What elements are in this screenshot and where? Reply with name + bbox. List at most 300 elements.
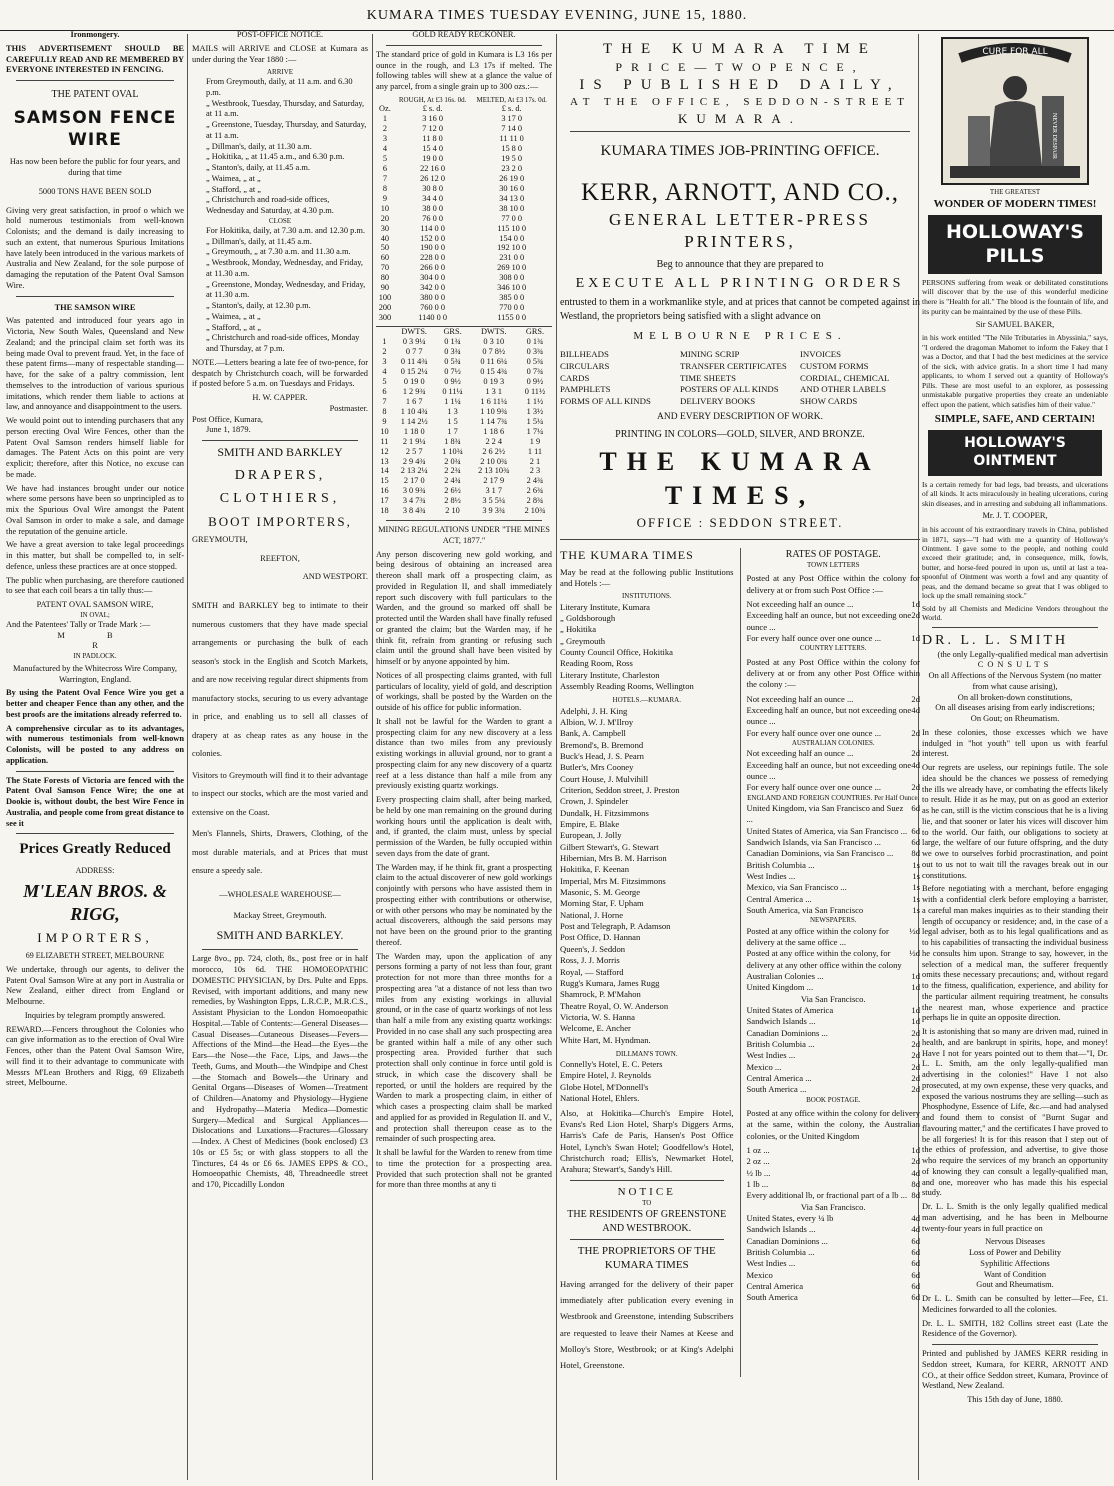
- rate-value: 1d: [911, 1004, 920, 1015]
- list-item: Criterion, Seddon street, J. Preston: [560, 785, 680, 795]
- table-cell: 15 8 0: [501, 143, 523, 153]
- rate-heading: Via San Francisco.: [800, 1201, 866, 1212]
- rate-label: United States, every ¼ lb: [746, 1212, 834, 1223]
- table-row: [376, 253, 552, 263]
- list-item: „ Westbrook, Monday, Wednesday, and Friday, at 11.30 a.m.: [206, 258, 363, 278]
- list-item: Dundalk, H. Fitzsimmons: [560, 807, 649, 818]
- rates-of-postage: [741, 548, 921, 1377]
- table-cell: 4: [382, 366, 387, 376]
- town: AND WESTPORT.: [302, 572, 368, 582]
- rate-row: [747, 1156, 921, 1167]
- list-item: Literary Institute, Kumara: [560, 601, 650, 612]
- kt-price: PRICE—TWOPENCE,: [615, 59, 865, 74]
- table-cell: 0 11 4¾: [400, 356, 428, 366]
- list-item: Post and Telegraph, P. Adamson: [560, 921, 671, 932]
- para: Having arranged for the delivery of their paper immediately after publication every evening in Westbrook and Greenstone, intending Subscribers are requested to leave their Names at Keese and Molloy's Store, Westbrook; or at King's Adelphi Hotel, Greenstone.: [560, 1278, 734, 1371]
- list-item: CUSTOM FORMS: [800, 360, 869, 371]
- table-cell: 2 9 4¾: [402, 456, 426, 466]
- list-item: MINING SCRIP: [680, 349, 740, 360]
- rate-row: [747, 1050, 921, 1061]
- list-item: „ Greenstone, Tuesday, Thursday, and Saturday, at 11 a.m.: [206, 120, 367, 140]
- rate-label: Central America ...: [746, 893, 812, 904]
- table-row: [376, 174, 552, 184]
- rate-label: Mexico, via San Francisco ...: [746, 882, 847, 893]
- list-item: Morning Star, F. Upham: [560, 898, 644, 909]
- mining-title: MINING REGULATIONS UNDER "THE MINES ACT, 1877.": [378, 525, 550, 545]
- rate-value: 2d: [911, 1061, 920, 1072]
- table-row: [376, 293, 552, 303]
- para: Inquiries by telegram promptly answered.: [24, 1010, 166, 1020]
- list-item: Adelphi, J. H. King: [560, 705, 628, 716]
- table-cell: 17: [380, 496, 389, 506]
- table-cell: 38 10 0: [499, 203, 525, 213]
- rate-value: 1s: [912, 904, 920, 915]
- list-item: Theatre Royal, O. W. Anderson: [560, 1000, 669, 1011]
- rate-row: [747, 948, 921, 971]
- table-cell: 34 13 0: [499, 193, 525, 203]
- table-cell: 1 9: [529, 436, 541, 446]
- dwt-table: DWTS. GRS. DWTS. GRS. 1 0 3 9¼ 0 1¾ 0 3 10 0 1¾ 2 0 7 7 0 3¾ 0 7 8½ 0 3¾ 3 0 11 4¾ 0 5¾ 0 11 6¼ 0 5¾ 4 0 15 2¼ 0 7½ 0 15 4¾ 0 7¾ 5 0 19 0 0 9½ 0 19 3 0 9½ 6 1 2 9¾ 0 11¼ 1 3 1 0 11½ 7 1 6 7 1 1¼ 1 6 11¼ 1 1½ 8 1 10 4¾ 1 3 1 10 9¾ 1 3½ 9 1 14 2½ 1 5 1 14 7¾ 1 5¼ 10 1 18 0 1 7 1 18 6 1 7¼ 11 2 1 9¼ 1 8¾ 2 2 4 1 9 12 2 5 7 1 10¾ 2 6 2½ 1 11 13 2 9 4¾ 2 0¾ 2 10 0¾ 2 1 14 2 13 2¼ 2 2¾ 2 13 10¾ 2 3 15 2 17 0 2 4¾ 2 17 9 2 4¾ 16 3 0 9¾ 2 6½ 3 1 7 2 6¾ 17 3 4 7¾ 2 8½ 3 5 5¼ 2 8¾ 18 3 8 4¾ 2 10 3 9 3¾ 2 10¾: [376, 326, 552, 516]
- table-row: [376, 347, 552, 357]
- signature: Postmaster.: [329, 403, 368, 413]
- table-cell: 152 0 0: [420, 233, 446, 243]
- rate-value: 1s: [912, 859, 920, 870]
- table-cell: 0 11¼: [442, 386, 463, 396]
- hotels-kumara: HOTELS.—KUMARA.: [612, 696, 681, 705]
- mackay: Mackay Street, Greymouth.: [233, 911, 327, 921]
- para: The standard price of gold in Kumara is L3 16s per ounce in the rough, and L3 17s if melted. The following tables will shew at a glance the value of any parcel, from a single grain up to 300 ozs.:—: [376, 49, 552, 91]
- column-post-office: [192, 30, 368, 1480]
- list-item: Albion, W. J. M'Ilroy: [560, 716, 634, 727]
- kt-title: THE KUMARA TIME: [603, 41, 877, 57]
- address-label: ADDRESS:: [75, 865, 115, 875]
- table-cell: 1 1¼: [444, 396, 461, 406]
- section-heading: Ironmongery.: [70, 30, 120, 39]
- rate-value: 4d: [911, 1212, 920, 1223]
- table-row: [376, 204, 552, 214]
- rate-row: [747, 860, 921, 871]
- column-rule: [556, 34, 557, 1480]
- table-cell: 23 2 0: [501, 163, 523, 173]
- rate-row: [747, 1028, 921, 1039]
- affection: On all Affections of the Nervous System (no matter from what cause arising),: [928, 671, 1102, 691]
- list-item: Reading Room, Ross: [560, 658, 633, 669]
- samson-heading: SAMSON FENCE WIRE: [13, 107, 177, 150]
- list-item: „ Westbrook, Tuesday, Thursday, and Saturday, at 11 a.m.: [206, 98, 365, 119]
- rate-label: United Kingdom ...: [746, 982, 814, 993]
- list-item: White Hart, M. Hyndman.: [560, 1034, 651, 1045]
- table-cell: 8: [382, 183, 387, 193]
- table-cell: 0 5¾: [526, 356, 544, 366]
- table-cell: 266 0 0: [420, 263, 446, 273]
- list-item: „ Stafford, „ at „: [206, 184, 261, 194]
- rate-label: West Indies ...: [746, 870, 796, 881]
- rate-label: Posted at any office within the colony, for delivery at any other office within the colony: [746, 948, 902, 970]
- notice-text: THIS ADVERTISEMENT SHOULD BE CAREFULLY READ AND RE MEMBERED BY EVERYONE INTERESTED IN FENCING.: [6, 43, 184, 75]
- table-row: [376, 243, 552, 253]
- para: Also, at Hokitika—Church's Empire Hotel, Evans's Red Lion Hotel, Sharp's Diggers Arms, Harris's Cafe de Paris, Hansen's Post Office Hotel, Lynch's Swan Hotel; Goodfellow's Hotel, Christchurch road; Ellis's, Newmarket Hotel, Arahura; Stewart's, Sandy's Hill.: [560, 1107, 734, 1175]
- table-cell: 2 1: [529, 456, 541, 466]
- rate-row: [747, 837, 921, 848]
- list-item: Bremond's, B. Bremond: [560, 739, 644, 750]
- table-cell: 346 10 0: [497, 283, 527, 293]
- rate-label: Exceeding half an ounce, but not exceeding one ounce ...: [746, 704, 912, 727]
- table-row: [376, 357, 552, 367]
- list-item: Post Office, D. Hannan: [560, 932, 641, 943]
- table-cell: 0 11½: [524, 386, 546, 396]
- rate-row: [747, 1179, 921, 1190]
- rate-row: [747, 748, 921, 759]
- para: Posted at any Post Office within the colony for delivery at or from such Post Office :—: [746, 573, 920, 595]
- table-cell: 2 5 7: [405, 446, 423, 456]
- table-cell: 2 13 2¼: [400, 466, 428, 476]
- rate-row: [747, 610, 921, 633]
- table-cell: 770 0 0: [499, 303, 525, 313]
- table-cell: 7: [382, 396, 387, 406]
- rate-label: Not exceeding half an ounce ...: [746, 693, 854, 704]
- para: A comprehensive circular as to its advantages, with numerous testimonials from well-known Colonists, will be posted to any address on application.: [6, 723, 184, 765]
- column-ironmongery: [6, 30, 184, 1480]
- list-item: PAMPHLETS: [560, 384, 611, 395]
- table-cell: 228 0 0: [420, 253, 446, 263]
- list-item: County Council Office, Hokitika: [560, 646, 673, 657]
- rate-heading: NEWSPAPERS.: [809, 916, 857, 925]
- list-item: Loss of Power and Debility: [968, 1248, 1062, 1258]
- rate-value: 8d: [911, 848, 920, 859]
- every-description: AND EVERY DESCRIPTION OF WORK.: [657, 412, 823, 423]
- table-cell: 7 12 0: [422, 124, 443, 134]
- para: Dr L. L. Smith can be consulted by letter—Fee, £1. Medicines forwarded to all the colonies.: [922, 1294, 1108, 1314]
- rough-header: ROUGH, At £3 16s. 0d.: [398, 95, 467, 104]
- rate-row: [747, 705, 921, 728]
- rate-label: For every half ounce over one ounce ...: [746, 633, 882, 643]
- table-cell: 380 0 0: [420, 293, 446, 303]
- rate-label: South America ...: [746, 1084, 807, 1095]
- rate-value: 1d: [911, 1144, 920, 1155]
- table-cell: 3 16 0: [422, 114, 443, 124]
- column-kumara-times: [560, 30, 920, 1480]
- list-item: Buck's Head, J. S. Pearn: [560, 750, 644, 761]
- table-row: [376, 164, 552, 174]
- table-row: [376, 283, 552, 293]
- list-item: Syphilitic Affections: [980, 1258, 1050, 1268]
- table-row: [376, 437, 552, 447]
- importers: IMPORTERS,: [37, 929, 153, 945]
- list-item: Assembly Reading Rooms, Wellington: [560, 681, 694, 692]
- cure-text: CURE FOR ALL: [982, 47, 1048, 57]
- table-cell: 0 7¾: [526, 366, 544, 376]
- para: Was patented and introduced four years ago in Victoria, New South Wales, Queensland and New Zealand; and the principal claim set forth was its being made Oval to prevent fraud. Yet, in the face of these patent firms—many of respectable standing—have, for the sake of a paltry commission, lent themselves to the introduction of various spurious imitations, which render them liable to actions at law, and annoyance and disappointment to the users.: [6, 316, 184, 412]
- beg: Beg to announce that they are prepared to: [656, 258, 824, 270]
- para: We would point out to intending purchasers that any person erecting Oval Wire Fences, other than the Patent Oval Samson renders himself liable for damages. The Patent Acts on this point are very explicit; therefore, after this Notice, no excuse can be made.: [6, 416, 184, 479]
- simple-safe: SIMPLE, SAFE, AND CERTAIN!: [934, 413, 1096, 426]
- rate-label: Canadian Dominions ...: [746, 1235, 828, 1246]
- trade-mark: R: [92, 641, 98, 651]
- rate-row: [747, 1145, 921, 1156]
- rate-label: United States of America, via San Francisco ...: [746, 825, 908, 836]
- table-cell: 3 9 3¾: [482, 506, 506, 516]
- table-cell: 3 4 7¾: [402, 496, 426, 506]
- list-item: TRANSFER CERTIFICATES: [680, 360, 787, 371]
- column-holloway: [922, 30, 1108, 1480]
- column-rule: [372, 34, 373, 1480]
- list-item: Gout and Rheumatism.: [976, 1280, 1054, 1290]
- list-item: „ Waimea, „ at „: [206, 311, 261, 321]
- table-cell: 0 15 4¾: [480, 366, 508, 376]
- rate-row: [747, 871, 921, 882]
- rate-value: 2d: [911, 1050, 920, 1061]
- rate-value: 2d: [911, 693, 920, 704]
- table-cell: 1 5¼: [526, 416, 544, 426]
- rate-label: Central America ...: [746, 1072, 812, 1083]
- wonder: WONDER OF MODERN TIMES!: [933, 197, 1097, 210]
- rate-label: ½ lb ...: [746, 1167, 771, 1178]
- para: Has now been before the public for four years, and during that time: [9, 157, 181, 178]
- rate-heading: COUNTRY LETTERS.: [799, 644, 867, 653]
- table-cell: 1 10 4¾: [400, 406, 428, 416]
- rate-value: 4d: [911, 1224, 920, 1235]
- table-cell: 3 17 0: [501, 114, 523, 124]
- table-cell: 2 10¾: [524, 506, 546, 516]
- rate-value: 1s: [912, 893, 920, 904]
- table-cell: 19 0 0: [422, 153, 443, 163]
- rate-row: [747, 1258, 921, 1269]
- table-cell: 2 6¾: [526, 486, 544, 496]
- table-cell: 0 1¾: [526, 337, 544, 347]
- rates-title: RATES OF POSTAGE.: [785, 548, 881, 560]
- rate-value: 2d: [911, 748, 920, 759]
- list-item: „ Greymouth: [560, 635, 606, 646]
- table-row: [376, 303, 552, 313]
- notice: NOTICE: [617, 1185, 676, 1198]
- table-cell: 80: [380, 273, 390, 283]
- table-row: [376, 124, 552, 134]
- rate-value: 8d: [911, 1178, 920, 1189]
- table-cell: 8: [382, 406, 387, 416]
- rate-label: Canadian Dominions ...: [746, 1027, 828, 1038]
- melbourne-prices: MELBOURNE PRICES.: [633, 329, 847, 342]
- rate-label: Exceeding half an ounce, but not exceeding one ounce ...: [746, 759, 912, 781]
- trade-mark: IN PADLOCK.: [73, 652, 117, 660]
- table-row: [376, 506, 552, 516]
- rate-value: ½d: [909, 925, 920, 936]
- table-cell: 10: [380, 203, 390, 213]
- rate-row: [747, 826, 921, 837]
- table-row: [376, 144, 552, 154]
- table-cell: 11: [380, 436, 389, 446]
- wholesale: —WHOLESALE WAREHOUSE—: [219, 890, 341, 900]
- list-item: „ Greenstone, Monday, Wednesday, and Friday, at 11.30 a.m.: [206, 279, 366, 300]
- table-cell: 100: [378, 293, 392, 303]
- rate-label: Sandwich Islands ...: [746, 1224, 816, 1235]
- rate-label: South America: [746, 1292, 798, 1303]
- table-cell: 300: [378, 313, 392, 323]
- rate-value: 1d: [911, 970, 920, 981]
- list-item: Court House, J. Mulvihill: [560, 773, 649, 784]
- table-cell: 2 17 9: [483, 476, 505, 486]
- never-despair: NEVER DESPAIR: [1051, 113, 1057, 159]
- table-cell: 1 6 7: [405, 396, 423, 406]
- boot-importers: BOOT IMPORTERS,: [208, 514, 352, 530]
- list-item: Literary Institute, Charleston: [560, 669, 660, 680]
- rate-value: 1s: [912, 882, 920, 893]
- town: REEFTON,: [260, 553, 300, 563]
- table-row: [376, 377, 552, 387]
- rate-row: [747, 894, 921, 905]
- para: We undertake, through our agents, to deliver the Patent Oval Samson Wire at any port in Australia or New Zealand, either direct from England or Melbourne.: [6, 964, 184, 1007]
- table-cell: 1 7¼: [526, 426, 544, 436]
- para: We have a great aversion to take legal proceedings in this matter, but shall be compelled to, in self-defence, unless these practices are at once stopped.: [6, 540, 184, 571]
- reckoner-title: GOLD READY RECKONER.: [412, 30, 516, 39]
- list-item: „ Christchurch and road-side offices, Wednesday and Saturday, at 4.30 p.m.: [206, 195, 334, 216]
- rate-value: 6d: [911, 825, 920, 836]
- rate-value: 6d: [911, 802, 920, 813]
- patent-heading: THE PATENT OVAL: [51, 89, 139, 100]
- table-cell: 0 7 7: [405, 347, 423, 357]
- list-item: Gilbert Stewart's, G. Stewart: [560, 841, 659, 852]
- table-cell: 1 8¾: [444, 436, 461, 446]
- rate-label: Not exceeding half an ounce ...: [746, 598, 854, 609]
- tally: IN OVAL;: [80, 610, 110, 619]
- rate-row: [747, 1270, 921, 1281]
- rate-value: 4d: [911, 704, 920, 715]
- para: The Warden may, if he think fit, grant a prospecting claim to the actual discoverer of new gold workings conjointly with persons who have assisted them in prospecting either with contributions or otherwise, or with other persons who may be nominated by the actual discoverers, although the said persons may not have been on the ground prior to the granting thereof.: [376, 862, 552, 947]
- table-cell: 15 4 0: [422, 143, 443, 153]
- para: Dr. L. L. Smith is the only legally qualified medical man advertising, and he has been in Melbourne twenty-four years in full practice on: [922, 1202, 1108, 1233]
- table-cell: 12: [380, 446, 389, 456]
- rate-value: 6d: [911, 1247, 920, 1258]
- rate-value: 4d: [911, 1167, 920, 1178]
- table-cell: 19 5 0: [501, 153, 523, 163]
- table-cell: 18: [380, 506, 389, 516]
- close-list: [192, 226, 368, 355]
- para: Any person discovering new gold working, and being desirous of obtaining an increased area thereon shall mark off a prospecting claim, as provided in Regulation II, and shall immediately report such discovery with full particulars to the Warden, and the ground so marked off shall be protected until the Warden shall have finally refused or granted the claim; but the Warden may, if he think fit, refrain from granting or refusing such claim until the ground shall have been visited by himself or by anyone appointed by him.: [376, 549, 552, 667]
- rate-row: [747, 1292, 921, 1303]
- rate-value: 2d: [911, 1027, 920, 1038]
- list-item: Victoria, W. S. Hanna: [560, 1011, 635, 1022]
- tally: And the Patentees' Tally or Trade Mark :—: [6, 619, 151, 629]
- rate-label: For every half ounce over one ounce ...: [746, 782, 882, 793]
- table-row: [376, 234, 552, 244]
- table-cell: 7: [382, 173, 387, 183]
- table-cell: 9: [382, 416, 387, 426]
- rate-label: United States of America: [746, 1004, 834, 1015]
- mclean-bros: M'LEAN BROS. & RIGG,: [23, 880, 167, 924]
- masthead: KUMARA TIMES TUESDAY EVENING, JUNE 15, 1880.: [366, 8, 748, 23]
- table-row: [376, 447, 552, 457]
- rate-label: Mexico: [746, 1269, 773, 1280]
- rate-label: Posted at any office within the colony for delivery at the same office ...: [746, 925, 889, 947]
- table-cell: 1 14 2½: [400, 416, 428, 426]
- table-cell: 2 8½: [444, 496, 461, 506]
- rate-label: 2 oz ...: [746, 1156, 770, 1167]
- list-item: „ Stanton's, daily, at 11.45 a.m.: [206, 163, 310, 173]
- rate-value: 6d: [911, 1281, 920, 1292]
- para: The Warden may, upon the application of any persons forming a party of not less than four, grant protection for not more than three months for a prospecting area "at a distance of not less than two miles from any existing workings in alluvial ground, or in the case of quartz workings of not less than half a mile from any existing quartz workings: Provided in no case shall any such prospecting area be granted within half a mile of any other such prospecting area. Provided further that such protection shall only continue in force until gold is struck, in which case the discovery shall be reported, or until the holders are required by the Warden to mark a prospecting claim, in either of which cases a prospecting claim shall be marked and applied for as provided in Regulation II. and V., and protection shall thereupon cease as to the remainder of such prospecting area.: [376, 951, 552, 1144]
- table-cell: 13: [380, 456, 389, 466]
- table-row: [376, 407, 552, 417]
- list-item: BILLHEADS: [560, 349, 609, 360]
- list-item: Want of Condition: [983, 1269, 1047, 1279]
- table-cell: 30 8 0: [422, 183, 443, 193]
- table-cell: 1 3½: [526, 406, 544, 416]
- table-cell: 2 6 2½: [482, 446, 506, 456]
- rate-row: [747, 599, 921, 610]
- table-row: [376, 367, 552, 377]
- table-cell: 2 13 10¾: [478, 466, 510, 476]
- list-item: For Hokitika, daily, at 7.30 a.m. and 12.30 p.m.: [206, 225, 366, 235]
- list-item: Welcome, E. Ancher: [560, 1023, 631, 1034]
- rate-value: 6d: [911, 1292, 920, 1303]
- table-cell: 1 1½: [526, 396, 544, 406]
- melted-header: MELTED, At £3 17s. 0d.: [476, 95, 547, 104]
- rate-row: [747, 1005, 921, 1016]
- table-row: [376, 457, 552, 467]
- rate-heading: TOWN LETTERS: [806, 561, 860, 570]
- table-cell: 26 12 0: [420, 173, 446, 183]
- table-cell: 115 10 0: [497, 223, 527, 233]
- office: OFFICE : SEDDON STREET.: [636, 514, 844, 530]
- print-list: [560, 349, 920, 407]
- signature: H. W. CAPPER.: [252, 393, 308, 403]
- rate-value: 1d: [911, 598, 920, 609]
- table-cell: 1 11: [527, 446, 543, 456]
- list-item: Empire, E. Blake: [560, 819, 620, 830]
- list-item: Masonic, S. M. George: [560, 887, 641, 898]
- list-item: SHOW CARDS: [800, 395, 858, 406]
- rate-value: 6d: [911, 1258, 920, 1269]
- close-label: CLOSE: [268, 216, 292, 225]
- table-cell: 1155 0 0: [497, 313, 527, 323]
- table-cell: 2: [382, 347, 387, 357]
- list-item: National Hotel, Ehlers.: [560, 1093, 640, 1104]
- table-cell: 2 2 4: [485, 436, 503, 446]
- drapers: DRAPERS,: [234, 467, 326, 483]
- table-cell: 304 0 0: [420, 273, 446, 283]
- table-cell: 2 1 9¼: [402, 436, 426, 446]
- table-cell: 308 0 0: [499, 273, 525, 283]
- prices-reduced: Prices Greatly Reduced: [19, 841, 171, 858]
- rate-row: [747, 905, 921, 916]
- table-row: [376, 154, 552, 164]
- colors: PRINTING IN COLORS—GOLD, SILVER, AND BRONZE.: [615, 428, 865, 440]
- rate-label: United Kingdom, via San Francisco and Suez ...: [746, 802, 904, 825]
- rate-label: For every half ounce over one ounce ...: [746, 727, 882, 738]
- rate-value: 1s: [912, 870, 920, 881]
- table-cell: 5: [382, 153, 387, 163]
- read-at: [560, 548, 741, 1377]
- read-title: THE KUMARA TIMES: [560, 547, 694, 562]
- list-item: DELIVERY BOOKS: [680, 395, 756, 406]
- list-item: Crown, J. Spindeler: [560, 796, 629, 807]
- para: Posted at any Post Office within the colony for delivery at or from any other Post Office within the colony :—: [746, 656, 920, 690]
- rate-value: 2d: [911, 727, 920, 738]
- table-cell: 10: [380, 426, 389, 436]
- list-item: Rugg's Kumara, James Rugg: [560, 977, 660, 988]
- table-cell: 9: [382, 193, 387, 203]
- list-item: „ Dillman's, daily, at 11.45 a.m.: [206, 236, 312, 246]
- rate-label: British Columbia ...: [746, 859, 815, 870]
- para: Before negotiating with a merchant, before engaging with a confidential clerk before employing a barrister, a careful man makes inquiries as to their standing their length of occupancy or residence; and, in the case of a legal adviser, both as to his legal qualifications and as to his capabilities of transacting the individual business he consults him upon. Strange to say, however, in the selection of a medical man, the sufferer frequently omits these necessary precautions; and, without regard to the fitness, qualification, experience, and ability for the particular ailment requiring treatment, he consults the nearest man, whose experience and practice perhaps lie in quite an opposite direction.: [922, 884, 1108, 1023]
- table-cell: 1 3 1: [485, 386, 503, 396]
- list-item: AND OTHER LABELS: [800, 384, 887, 395]
- rate-row: [747, 1073, 921, 1084]
- table-cell: 114 0 0: [420, 223, 445, 233]
- list-item: CIRCULARS: [560, 360, 610, 371]
- para: entrusted to them in a workmanlike style, and at prices that cannot be competed against in Westland, the proprietors being satisfied with a slight advance on: [560, 297, 920, 322]
- para: In these colonies, those excesses which we have indulged in "hot youth" tell upon us with fearful interest.: [922, 727, 1108, 759]
- rate-value: 2d: [911, 1156, 920, 1167]
